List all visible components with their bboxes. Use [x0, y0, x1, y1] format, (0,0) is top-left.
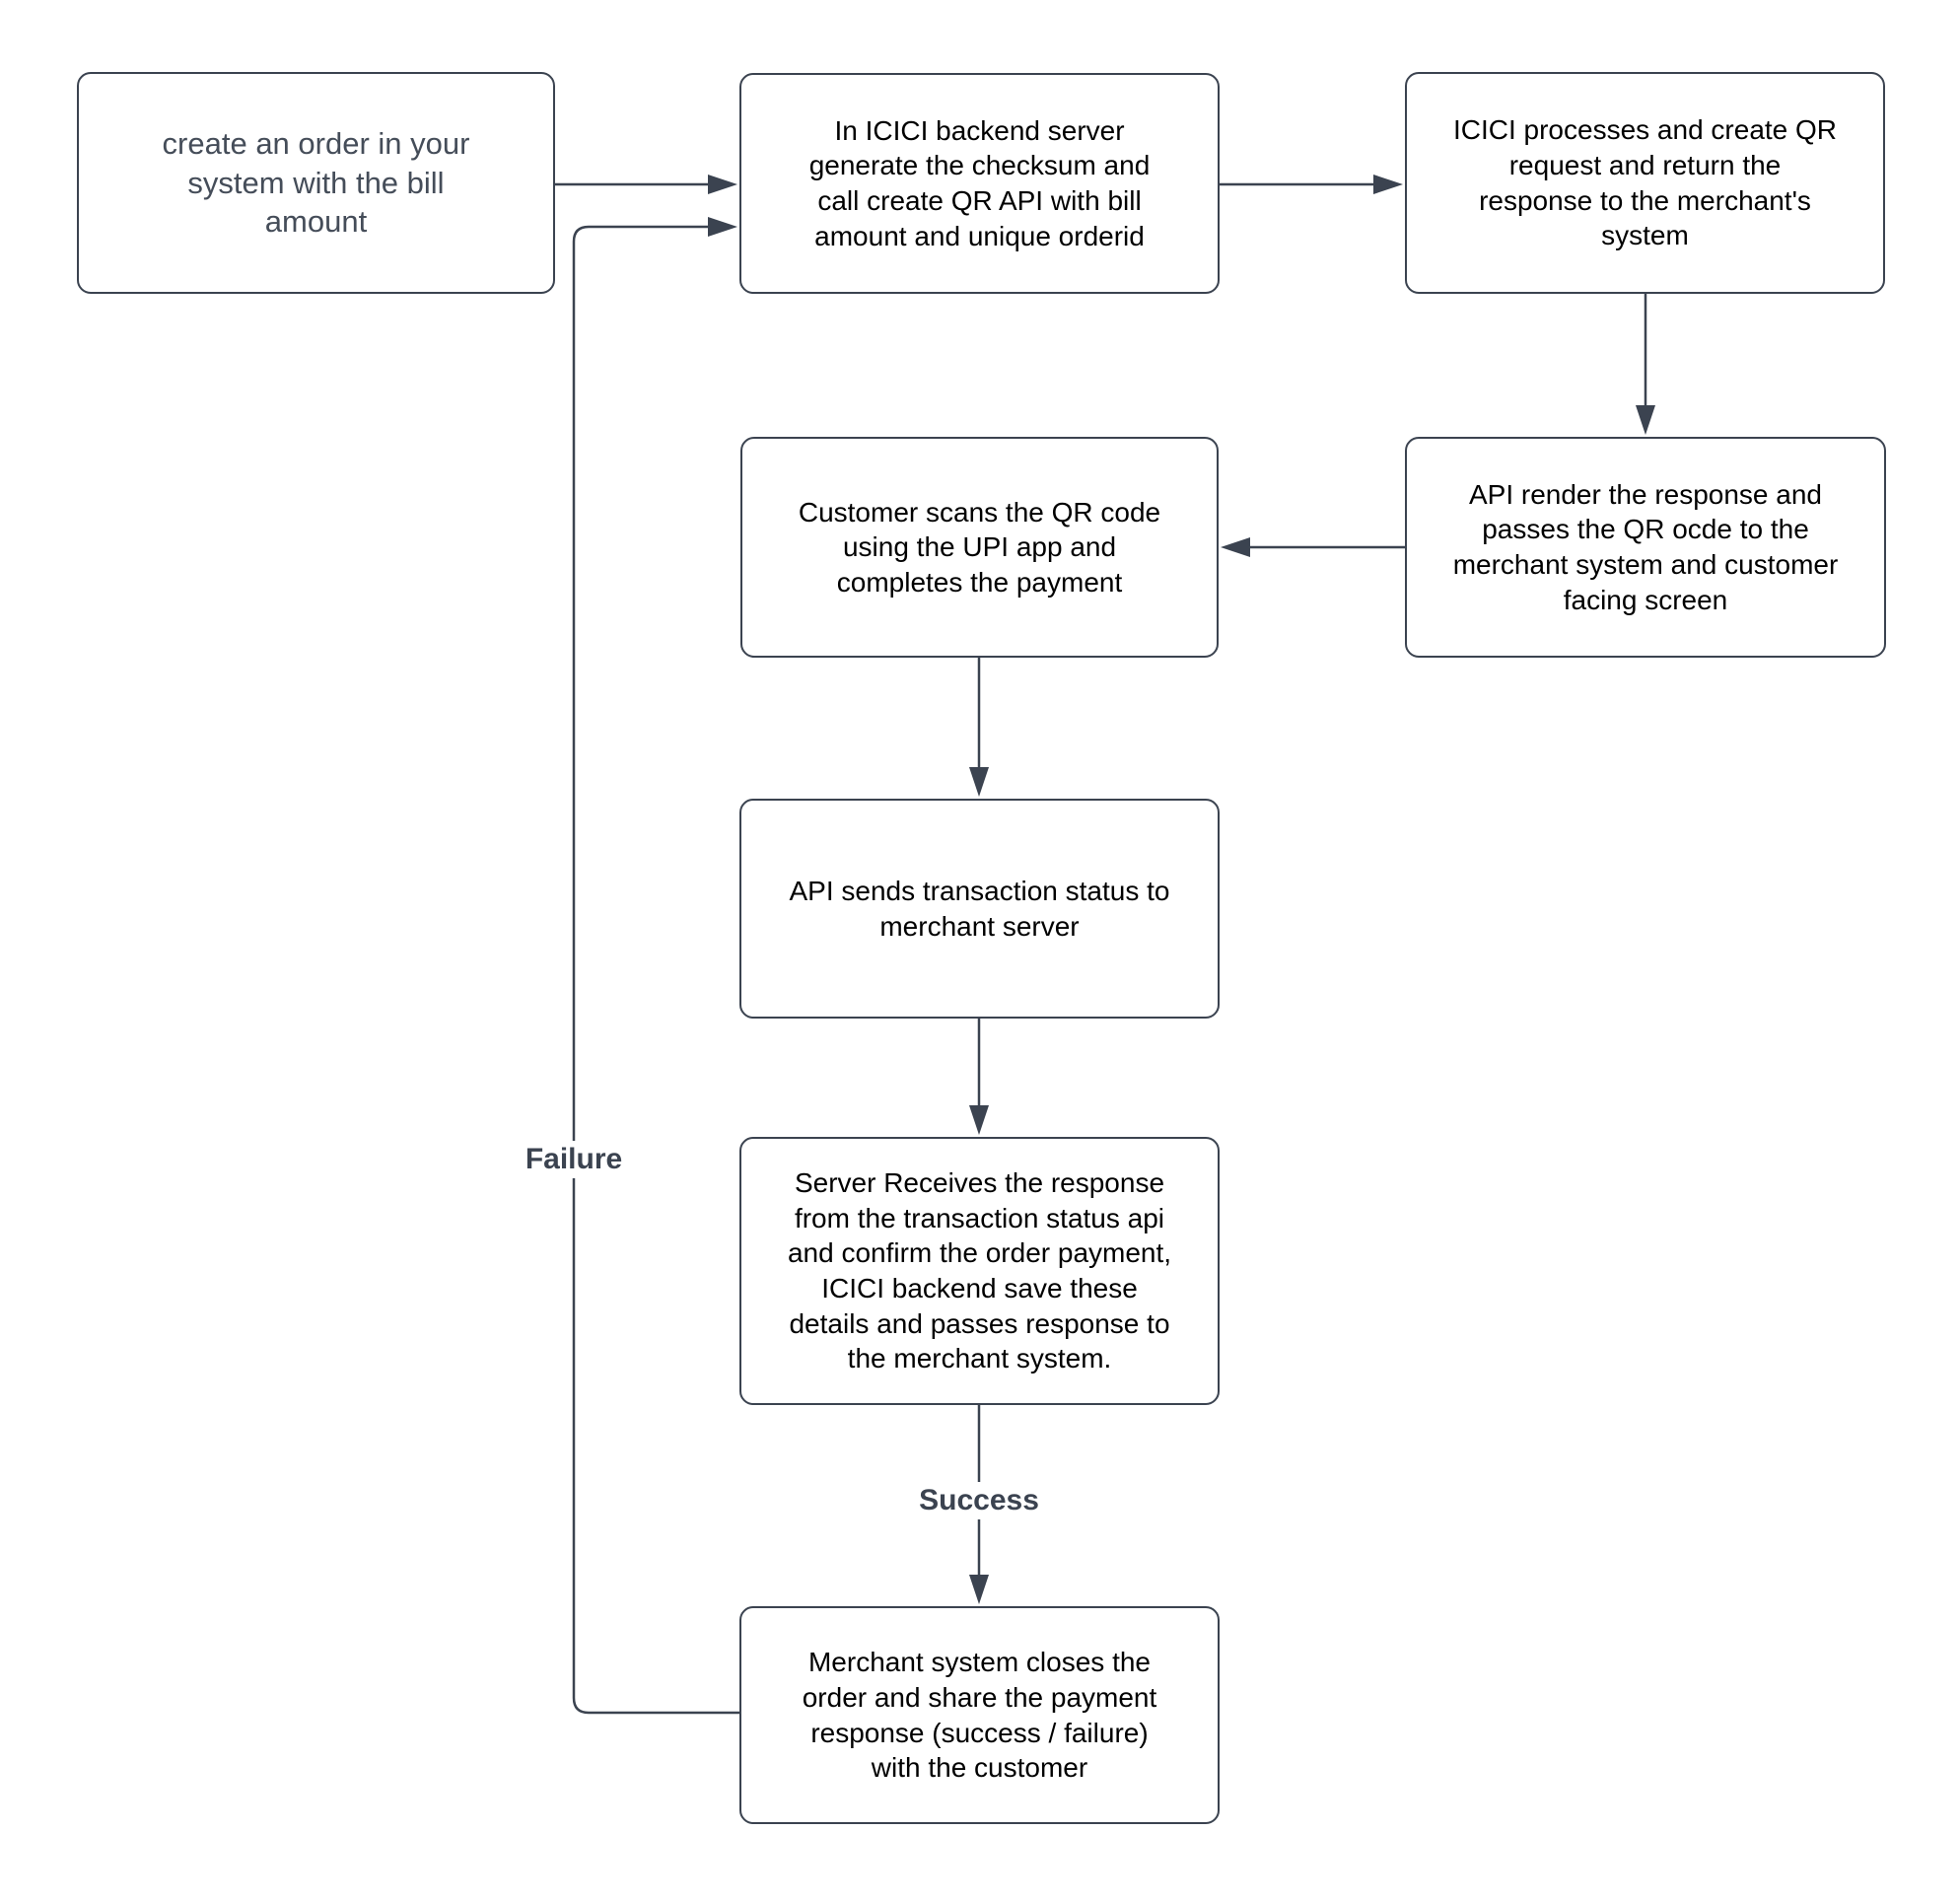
node-line: merchant system and customer	[1452, 549, 1839, 580]
node-line: Server Receives the response	[794, 1167, 1165, 1199]
node-line: amount and unique orderid	[814, 220, 1145, 251]
node-line: API render the response and	[1468, 478, 1822, 510]
node-line: create an order in your	[162, 126, 470, 162]
node-line: system with the bill	[187, 165, 445, 200]
connector-api-render-to-customer-scans	[1221, 537, 1405, 557]
node-generate-checksum	[739, 73, 1220, 294]
node-line: with the customer	[871, 1752, 1088, 1784]
arrowhead-down-icon	[969, 1105, 989, 1135]
node-create-order	[77, 72, 555, 294]
arrowhead-left-icon	[1221, 537, 1250, 557]
arrowhead-down-icon	[969, 1575, 989, 1604]
node-icici-processes-qr	[1405, 72, 1885, 294]
connector-merchant-closes-to-checksum-failure	[574, 217, 739, 1713]
node-line: request and return the	[1508, 149, 1782, 180]
node-line: system	[1601, 220, 1689, 251]
node-line: from the transaction status api	[794, 1202, 1165, 1233]
node-line: facing screen	[1563, 584, 1728, 615]
node-line: In ICICI backend server	[834, 114, 1125, 146]
node-line: ICICI backend save these	[821, 1273, 1138, 1303]
node-line: the merchant system.	[847, 1343, 1112, 1374]
node-line: response (success / failure)	[810, 1717, 1149, 1748]
node-line: call create QR API with bill	[817, 185, 1142, 216]
node-server-receives-response	[739, 1137, 1220, 1405]
arrowhead-down-icon	[1636, 405, 1655, 435]
connector-customer-scans-to-api-status	[969, 658, 989, 797]
arrowhead-right-icon	[708, 217, 737, 237]
connector-create-order-to-checksum	[554, 175, 737, 194]
connector-checksum-to-icici-processes	[1220, 175, 1403, 194]
edge-label-failure: Failure	[518, 1141, 630, 1178]
connector-icici-processes-to-api-render	[1636, 294, 1655, 435]
node-merchant-closes-order	[739, 1606, 1220, 1824]
node-line: using the UPI app and	[842, 531, 1117, 563]
node-line: merchant server	[879, 910, 1080, 942]
edge-label-success: Success	[911, 1482, 1047, 1519]
node-line: passes the QR ocde to the	[1482, 514, 1809, 545]
node-line: API sends transaction status to	[789, 875, 1170, 906]
node-line: details and passes response to	[789, 1307, 1170, 1339]
node-line: Merchant system closes the	[807, 1647, 1152, 1678]
node-line: ICICI processes and create QR	[1452, 114, 1838, 146]
arrowhead-right-icon	[1373, 175, 1403, 194]
node-customer-scans-qr	[740, 437, 1219, 658]
node-api-sends-status	[739, 799, 1220, 1019]
node-api-render-response	[1405, 437, 1886, 658]
node-line: completes the payment	[836, 566, 1123, 598]
node-line: and confirm the order payment,	[787, 1237, 1172, 1269]
node-line: order and share the payment	[802, 1681, 1157, 1713]
connector-api-status-to-server-receives	[969, 1019, 989, 1135]
arrowhead-down-icon	[969, 767, 989, 797]
node-line: Customer scans the QR code	[798, 496, 1161, 528]
arrowhead-right-icon	[708, 175, 737, 194]
node-line: amount	[264, 204, 368, 240]
node-line: response to the merchant's	[1479, 184, 1811, 216]
node-line: generate the checksum and	[808, 150, 1151, 181]
